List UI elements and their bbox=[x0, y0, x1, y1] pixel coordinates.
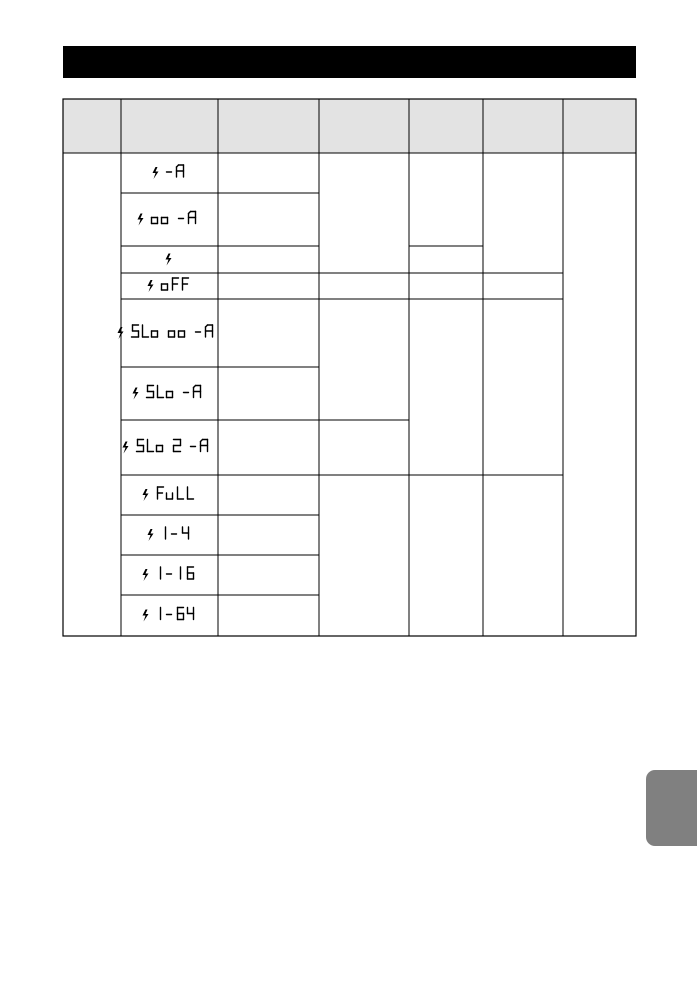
lcd-flash-slow-red-eye-auto bbox=[118, 325, 213, 339]
table-header-row bbox=[63, 99, 636, 153]
flash-bolt-icon bbox=[148, 529, 154, 541]
lcd-display-cells bbox=[118, 165, 213, 622]
section-title-bar bbox=[63, 46, 636, 78]
lcd-flash-slow2-auto bbox=[123, 440, 208, 454]
lcd-flash-manual-1-64 bbox=[143, 608, 194, 622]
lcd-flash-off bbox=[148, 278, 189, 292]
flash-bolt-icon bbox=[153, 167, 159, 179]
table-rules bbox=[63, 99, 636, 636]
flash-mode-table bbox=[63, 99, 636, 636]
lcd-flash-on bbox=[166, 254, 172, 266]
flash-bolt-icon bbox=[166, 254, 172, 266]
lcd-flash-auto bbox=[153, 165, 184, 179]
flash-bolt-icon bbox=[143, 489, 149, 501]
flash-bolt-icon bbox=[143, 569, 149, 581]
flash-bolt-icon bbox=[138, 214, 144, 226]
flash-bolt-icon bbox=[148, 280, 154, 292]
flash-bolt-icon bbox=[123, 442, 129, 454]
lcd-flash-slow-auto bbox=[133, 386, 201, 400]
lcd-flash-manual-full bbox=[143, 487, 194, 501]
chapter-index-tab bbox=[646, 770, 697, 846]
flash-bolt-icon bbox=[133, 388, 139, 400]
flash-bolt-icon bbox=[143, 610, 149, 622]
lcd-flash-manual-1-4 bbox=[148, 527, 189, 541]
lcd-flash-manual-1-16 bbox=[143, 567, 194, 581]
table-grid bbox=[63, 99, 636, 636]
lcd-flash-red-eye-auto bbox=[138, 212, 196, 226]
